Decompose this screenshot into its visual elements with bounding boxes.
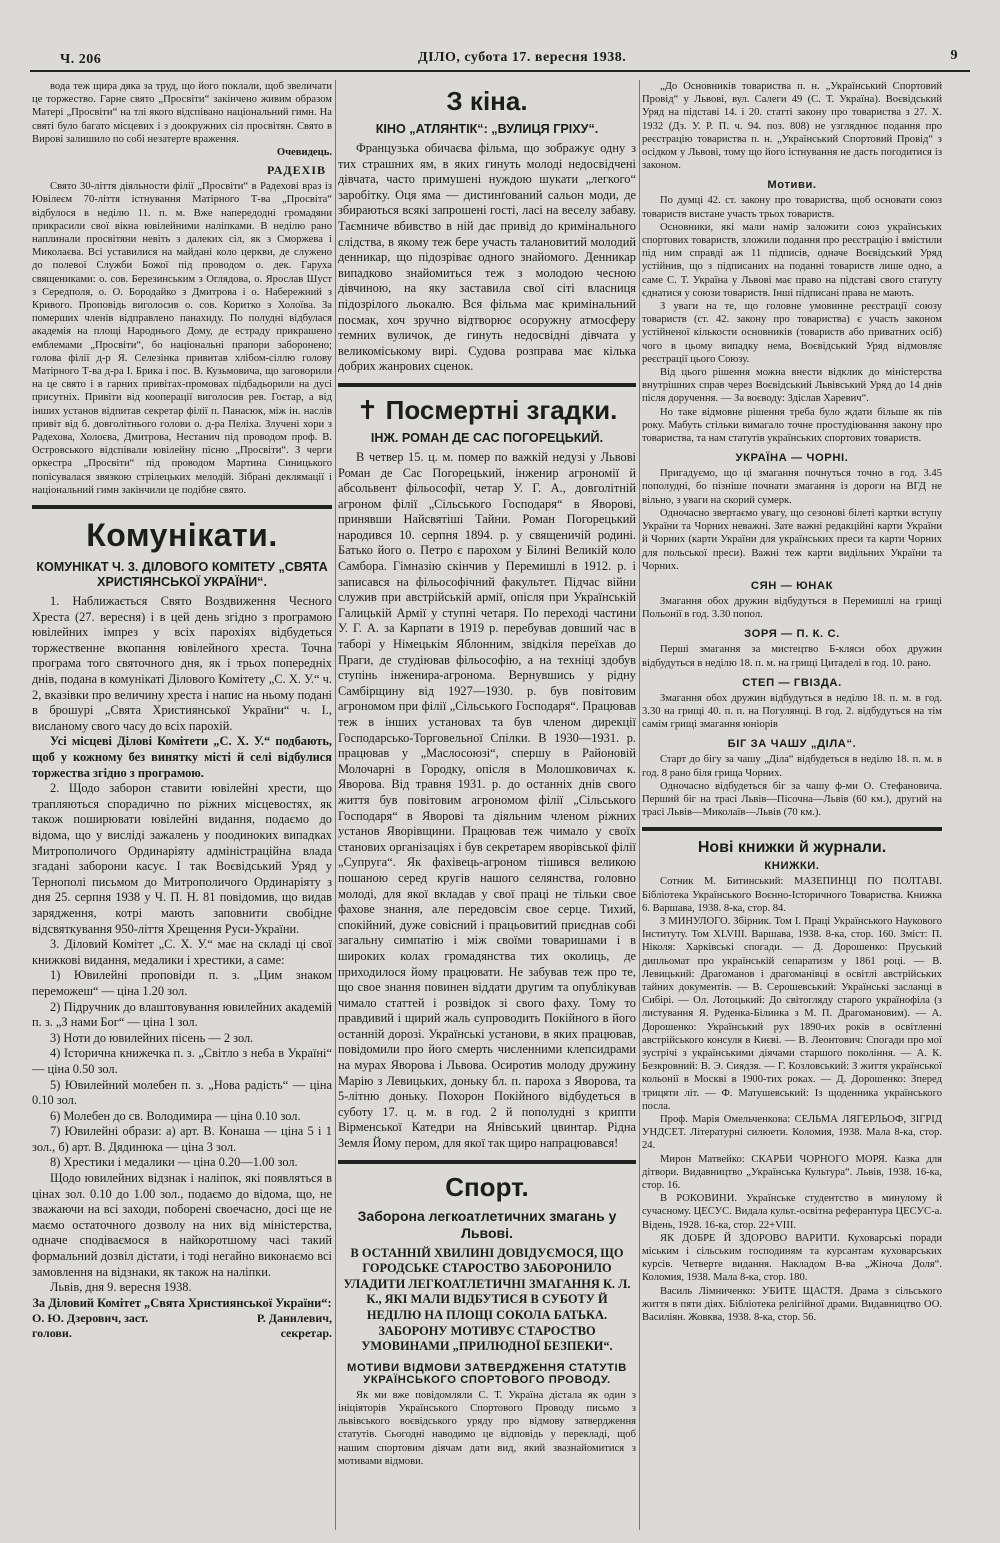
list-item: 5) Ювилейний молебен п. з. „Нова радість“ — ціна 0.10 зол. <box>32 1077 332 1108</box>
match-text: Перші змагання за мистецтво Б-кляси обох дружин відбудуться в неділю 18. п. м. на грищі Цитаделі в год. 10. рано. <box>642 644 942 669</box>
section-title-sport: Спорт. <box>445 1171 529 1202</box>
article-signature: Очевидець. <box>276 147 332 159</box>
list-item: 4) Історична книжечка п. з. „Світло з неба в Україні“ — ціна 0.50 зол. <box>32 1046 332 1076</box>
sport-text: Як ми вже повідомляли С. Т. Україна дістала як один з ініціяторів Українського Спортового Проводу письмо з львівського воєвідського уряду про відмову затвердження статутів. Сьогодні наводимо це відповідь у перекладі, щоб нашим спортовим діячам дати вид, який звазнайомитися з мотивами відмови. <box>338 1389 636 1467</box>
match-heading: УКРАЇНА — ЧОРНІ. <box>735 452 849 465</box>
cinema-review: Французька обичаєва фільма, що зображує одну з тих страшних ям, в яких гинуть молоді недосвідчені дівчата, часто примушені нуждою шукати „легкого“ заробітку. Оця яма — дистинґований сальон моди, де збираються всякі запрошені гості, ласі на веселу забаву. Таємниче вбивство в ній дає привід до кримінального слідства, в якому теж бере участь талановитий молодий денникар, що підозріває одного знайомого. Денникар випадково знайомиться теж з молодою чесною дівчиною, на яку заставила свої сіті власниця підозрілого льокалю. Вся фільма має кримінальний посмак, хоч зручно відтворює осоружну атмосферу темних вуличок, де гинуть недосвідні дівчата у великоміському вирі. Судова розправа має кілька добрих жанрових сценок. <box>338 141 636 374</box>
article-text: Но таке відмовне рішення треба було ждати більше як пів року. Мабуть стільки вимагало точне простудіювання закону про товариства, та нам статутів українських спортових товариств. <box>642 406 942 445</box>
section-rule <box>338 383 636 387</box>
cross-icon: ✝ <box>356 394 379 425</box>
section-rule <box>642 827 942 831</box>
section-title-cinema: З кіна. <box>446 86 528 116</box>
page-header <box>30 48 970 74</box>
match-text: Змагання обох дружин відбудуться в Перемишлі на грищі Польонії в год. 3.30 попол. <box>642 595 942 621</box>
match-heading: СТЕП — ГВІЗДА. <box>742 676 842 689</box>
article-text: Від цього рішення можна внести відклик до міністерства внутрішних справ через Воєвідський Львівський Уряд до 14 днів після доручення. — За воєводу: Здіслав Харевич“. <box>642 367 942 405</box>
books-subheading: КНИЖКИ. <box>764 860 820 873</box>
section-title-communiques: Комунікати. <box>86 517 278 554</box>
section-subheading: Мотиви. <box>767 179 817 192</box>
match-heading: ЗОРЯ — П. К. С. <box>744 628 840 641</box>
book-entry: З МИНУЛОГО. Збірник. Том І. Праці Українського Наукового Інституту. Том XLVIII. Варшава, 1938. 8-ка, стор. 160. Зміст: П. Ніколя: Харківські спогади. — Д. Дорошенко: Пруський дипльомат про українській сепаратизм у 1861 році. — В. Левицький: Драгоманов і драгоманівці в освітлі австрійських тайних документів. — В. Серошевський: Українські засланці в Сибірі. — Ол. Лотоцький: До світогляду старого українофіла (з листування Я. Руденка-Білинка з М. П. Драгомановим). — А. Дорошенко: Український рух 1890-их років в освітленні австрійського консуля в Києві. — В. Леонтович: Спогади про мої зустрічі з українськими діячами старшого покоління. — А. К. Безкровний: В. Э. Сиядзя. — Г. Козловський: З життя української кольонії в Москві в 1900-тих роках. — Д. Дорошенко: Зперед трицяти літ. — Ф. Матушевський: Із щоденника українського посла. <box>642 915 942 1112</box>
page-number-right: 9 <box>950 48 958 63</box>
match-text: Старт до бігу за чашу „Діла“ відбудеться в неділю 18. п. м. в год. 8 рано біля грища Чорних. <box>642 754 942 779</box>
section-town-heading: РАДЕХІВ <box>266 163 326 178</box>
book-entry: Сотник М. Битинський: МАЗЕПИНЦІ ПО ПОЛТАВІ. Бібліотека Українського Воєнно-Історичного Товариства. Книжка 6. Варшава, 1938. 8-ка, стор. 84. <box>642 876 942 914</box>
page-number-left: Ч. 206 <box>60 52 102 67</box>
match-text: Пригадуємо, що ці змагання почнуться точно в год. 3.45 пополудні, бо пізніше почнати змагання із дороги на ВГД не вільно, з уваги на скорий сумерк. <box>642 468 942 506</box>
match-heading: БІГ ЗА ЧАШУ „ДІЛА“. <box>727 738 857 751</box>
match-text: Змагання обох дружин відбудуться в неділю 18. п. м. в год. 3.30 на грищі 40. п. п. на Погулянці. В год. 2. відбудуться на тім самім грищі змагання юніорів <box>642 692 942 731</box>
column-divider <box>335 80 336 1530</box>
match-text: Одночасно відбудеться біг за чашу ф-ми О. Стефановича. Перший біг на трасі Львів—Пісочна—Львів (60 км.), другий на трасі Львів—Миколаїв—Львів (70 км.). <box>642 780 942 819</box>
communique-signatures <box>32 1311 332 1341</box>
article-text: Основники, які мали намір заложити союз українських спортових товариств, зложили подання про реєстрацію і вмістили під ним справді аж 11 підписів, одначе Воєвідський Уряд устійнив, що з підписаних на поданні товариств лише одно, а саме С. Т. Україна у Львові має право на підставі свого статуту єднатися у союзи товариств. Інші підписані права не мають. <box>642 221 942 299</box>
article-text: вода теж щира дяка за труд, що його поклали, щоб звеличати це торжество. Гарне свято „Просвіти“ закінчено живим образом Матері „Просвіти“ на тлі якого відспівано національний гимн. На святі було багато місцевих і з доокружних сіл просвітян. Свято в Вирові залишило по собі незатерте враження. <box>32 81 332 145</box>
communique-committee: За Діловий Комітет „Свята Християнської України“: <box>32 1295 332 1310</box>
list-item: 1) Ювилейні проповіди п. з. „Цим знаком переможеш“ — ціна 1.20 зол. <box>32 968 332 998</box>
sport-subheading: МОТИВИ ВІДМОВИ ЗАТВЕРДЖЕННЯ СТАТУТІВ УКРАЇНСЬКОГО СПОРТОВОГО ПРОВОДУ. <box>347 1361 627 1386</box>
column-left <box>32 80 332 1341</box>
communique-paragraph: 2. Щодо заборон ставити ювілейні хрести, що трапляються спорадично по ріжних місцевостях, як також поширювати ювілейні видання, подаємо до відома, що у висліді зажалень у поодиноких випадках Митрополичого Ординаріяту адміністраційна влада згадані заборони касує. І так Воєвідський Уряд у Тернополі письмом до Митрополичого Ординаріяту з дня 25. серпня 1938 у Ч. П. Н. 81 повідомив, що видав зарядження, котрі мають заповнити свобідне відсвяткування 950-ліття Хрещення Руси-України. <box>32 781 332 936</box>
communique-paragraph: 3. Діловий Комітет „С. Х. У.“ має на складі ці свої книжкові видання, медалики і хрестики, а саме: <box>32 937 332 967</box>
book-entry: В РОКОВИНИ. Українське студентство в минулому й сучасному. ЦЕСУС. Видала культ.-освітна реферантура ЦЕСУС-а. Відень, 1928. 16-ка, стор. 22+VIII. <box>642 1193 942 1231</box>
list-item: 3) Ноти до ювилейних пісень — 2 зол. <box>50 1030 254 1045</box>
list-item: 2) Підручник до влаштовування ювилейних академій п. з. „З нами Бог“ — ціна 1 зол. <box>32 999 332 1030</box>
book-entry: Мирон Матвейко: СКАРБИ ЧОРНОГО МОРЯ. Казка для дітвори. Видавництво „Українська Культура“. Львів, 1938. 16-ка, стор. 16. <box>642 1153 942 1192</box>
header-rule <box>30 70 970 72</box>
sport-headline: Заборона легкоатлетичних змагань у Львові. <box>357 1207 617 1241</box>
list-item: 7) Ювилейні образи: а) арт. В. Конаша — ціна 5 і 1 зол., б) арт. В. Дядинюка — ціна 3 зол. <box>32 1124 332 1154</box>
section-rule <box>32 505 332 509</box>
section-title-books: Нові книжки й журнали. <box>697 839 887 857</box>
book-entry: Василь Лімниченко: УБИТЕ ЩАСТЯ. Драма з сільського життя в пяти діях. Бібліотека релігійної драми. Видавництво ОО. Василіян. Жовква, 1938. 8-ка, стор. 56. <box>642 1285 942 1324</box>
communique-paragraph: Щодо ювилейних відзнак і наліпок, які появляться в цінах зол. 0.10 до 1.00 зол., подаємо до відома, що, не зважаючи на всі заходи, поборені своечасно, досі ще не маємо остаточного дозволу на них від міністерства, одначе сподіваємося в найкоротшому часі такий формальний дозвіл дістати, і тоді негайно виконаємо всі замовлення на відзнаки, як також на наліпки. <box>32 1171 332 1279</box>
sport-announcement: В ОСТАННІЙ ХВИЛИНІ ДОВІДУЄМОСЯ, ЩО ГОРОДСЬКЕ СТАРОСТВО ЗАБОРОНИЛО УЛАДИТИ ЛЕГКОАТЛЕТИЧНІ ЗМАГАННЯ К. Л. К., ЯКІ МАЛИ ВІДБУТИСЯ В СУБОТУ Й НЕДІЛЮ НА ПЛОЩІ СОКОЛА БАТЬКА. ЗАБОРОНУ МОТИВУЄ СТАРОСТВО УМОВИНАМИ „ПРИЛЮДНОЇ БЕЗПЕКИ“. <box>343 1245 631 1354</box>
match-heading: СЯН — ЮНАК <box>750 579 834 592</box>
section-title-obituaries <box>338 395 636 425</box>
signature-right: Р. Данилевич, секретар. <box>256 1311 332 1341</box>
section-rule <box>338 1160 636 1164</box>
list-item: 8) Хрестики і медалики — ціна 0.20—1.00 зол. <box>50 1155 298 1170</box>
column-right <box>642 80 942 1324</box>
communique-heading: КОМУНІКАТ Ч. 3. ДІЛОВОГО КОМІТЕТУ „СВЯТА ХРИСТІЯНСЬКОЇ УКРАЇНИ“. <box>36 560 328 590</box>
obituaries-title-text: Посмертні згадки. <box>385 394 618 425</box>
signature-left: О. Ю. Дзерович, заст. голови. <box>32 1311 149 1341</box>
obituary-text: В четвер 15. ц. м. помер по важкій недузі у Львові Роман де Сас Погорецький, інженир агрономії й абсольвент фільософії, четар У. Г. А., довголітній агроном філії „Сільського Господаря“ в Яворові, принявши Найсвятіші Тайни. Роман Погорецький народився 10. серпня 1894. р. у священичій родині. Батько його о. Петро є парохом у Білині Великій коло Самбора. Гімназію скінчив у Перемишлі в 1912. р. і записався на фільософічний факультет. Підчас війни служив при австрійській армії, опісля при Українській Галицькій Армії у ступні четаря. По переході частини У. Г. А. за Карпати в 1919 р. перебував довший час в таборі у Німецькім Яблонним, звідкіля переїхав до Праги, де студіював фільософію, а на техніці здобув ступінь інженира-агронома. Вернувшись у рідну Самбірщину від 1927—1930. р. був повітовим агрономом при філії „Сільського Господаря“. Працював теж в інших установах та був членом дирекції Господарсько-Торговельної Спілки. В 1930—1931. р. працював у „Маслосоюзі“, спершу в Районовій Молочарні в Городку, опісля в Молошковичах к. Яворова. Від травня 1931. р. до останніх днів свого життя був повітовим агрономом філії „Сільського Господаря“ в Яворові та діяльним членом ріжних установ Яворівщини. Працював теж чимало у своїх станових організаціях і був секретарем яворівської філії „Супруга“. Як фахівець-агроном тішився великою пошаною серед кругів нашого селянства, головно молоді, для якої вкладав у свої праці не тільки свое фахове знання, але передовсім свое серце. Тихий, спокійний, дуже совісний і працьовитий приєднав собі загальну симпатію і між своїми товаришами і в широких колах громадянства тих околиць, де приходилося йому працювати. Не забував теж про те, що свое знання повинен віддати другим та опублікував чимало статтей і розвідок зі свого фаху. Тому то правдивий і щирий жаль супроводить Покійного в його останній дорозі. Українські установи, в яких працював, повідомили про його смерть численними клепсидрами на мурах Яворова і Львова. Осиротив молоду дружину Марію з Левицьких, доньку бл. п. пароха з Яворова, та 5-літню доньку. Похорон Покійного відбудеться в суботу 17. ц. м. в год. 2 й пополудні з крипти Вірменської Катедри на Янівський цвинтар. Рідна Земля Йому пером, для якої так щиро напрацювався! <box>338 449 636 1151</box>
book-entry: Проф. Марія Омельченкова: СЕЛЬМА ЛЯГЕРЛЬОФ, ЗІГРІД УНДСЕТ. Літературні силюети. Коломия, 1938. Мала 8-ка, стор. 24. <box>642 1114 942 1152</box>
book-entry: ЯК ДОБРЕ Й ЗДОРОВО ВАРИТИ. Куховарські поради міським і сільським господиням та курсантам куховарських курсів. Четверте видання. Накладом В-ва „Жіноча Доля“. Коломия, 1938. Мала 8-ка, стор. 180. <box>642 1232 942 1284</box>
obituary-heading: ІНЖ. РОМАН ДЕ САС ПОГОРЕЦЬКИЙ. <box>370 430 604 445</box>
article-text: По думці 42. ст. закону про товариства, щоб основати союз товариств вистане участь трьох товариств. <box>642 195 942 220</box>
communique-date: Львів, дня 9. вересня 1938. <box>50 1280 192 1295</box>
list-item: 6) Молебен до св. Володимира — ціна 0.10 зол. <box>50 1108 301 1123</box>
cinema-heading: КІНО „АТЛЯНТІК“: „ВУЛИЦЯ ГРІХУ“. <box>375 122 599 136</box>
article-text: Свято 30-ліття діяльности філії „Просвіти“ в Радехові враз із Ювілеєм 70-ліття істнування Матірного Т-ва „Просвіта“ відбулося в неділю 11. п. м. Вже напередодні громадяни прикрасили свої вікна ювілейними наліпками. В неділю рано наплинали просвітяни невіть з далеких сіл, як з Сморжева і Миколаєва. Всі устaвилися на майдані коло церкви, де служено до полевої Служби Божої під проводом о. дек. Гаруха священиками: о. сов. Березинським з Оглядова, о. Ярослав Шуст з Середполя, о. О. Бородайко з Дмитрова і о. Набережний з Кривого. Проповідь виголосив о. сов. Коритко з Холоїва. За померших членів відправлено панахиду. По полудні відбулася академія на площі Народнього Дому, де естраду прикрашено емблемами „Просвіти“, бо національні прапори заборонено; голова філії д-р Я. Селезінка привитав хлібом-сіллю голову Матірного Т-ва д-ра І. Брика і пос. В. Кузьмовича, що заговорили на це свято і в гарних привітах-промовах підбадьорили на дусі присутніх. Привіти від кооперації виголосив рев. Гоєтар, а від інших установ відпитав секретар філії п. Панасюк, між ін. наслів привіт від б. довголітнього голови о. д-ра Пеліха. Злучені хори з Радехова, Холоєва, Дмитрова, Нестанич під проводом проф. В. Островського відспівали ювілейну пісню „Просвіти“. З черги оркестра „Просвіти“ під проводом Мартина Синицького попісувалася звязкою стрілецьких мелодій. Зібрані деклямації і національний гимн закінчили це подібне свято. <box>32 181 332 496</box>
communique-paragraph: Усі місцеві Ділові Комітети „С. Х. У.“ подбають, щоб у кожному без винятку місті й селі відбулися торжества згідно з програмою. <box>32 734 332 780</box>
match-text: Одночасно звертаємо увагу, що сезонові білеті картки вступу України та Чорних неважні. Зате важні редакційні карти України й Чорних (карти України для українських преси та карти Чорних для польської преси). Важні теж карти видільних України та Чорних. <box>642 507 942 572</box>
column-middle <box>338 80 636 1468</box>
communique-paragraph: 1. Наближається Свято Воздвиження Чесного Хреста (27. вересня) і в цей день згідно з програмою ювілейних імпрез у всіх парохіях відбудеться торжественне вкопання ювілейного хреста. Точна програма того святочного дня, як і трьох попередніх днів, подана в комунікаті Ділового Комітету „С. Х. У.“ ч. 2, вказівки про величину хреста і напис на ньому подані в брошурі „Свята Християнської України“ ч. І., висланому свого часу до всіх парохій. <box>32 594 332 733</box>
article-text: З уваги на те, що головне умовинне реєстрації союзу товариств (ст. 42. закону про товариства) є участь законом устійненої кількости основників (товариств або приватних осіб) чого в цьому випадку нема, Воєвідський Уряд відмовляє реєстрації цього Союзу. <box>642 301 942 365</box>
article-text: „До Основників товариства п. н. „Український Спортовий Провід“ у Львові, вул. Салеги 49 (С. Т. Україна). Воєвідський Уряд на підставі 14. і 20. статті закону про товариства з 27. X. 1932 (Дз. У. Р. П. ч. 94. поз. 808) не узгляднює подання про реєстрацію товариства п. н. „Український Спортовий Провід“ з осідком у Львові, тому що його істнування не дасть погодитися із законом. <box>642 81 942 172</box>
masthead-date: ДІЛО, субота 17. вересня 1938. <box>418 50 627 65</box>
column-divider <box>639 80 640 1530</box>
